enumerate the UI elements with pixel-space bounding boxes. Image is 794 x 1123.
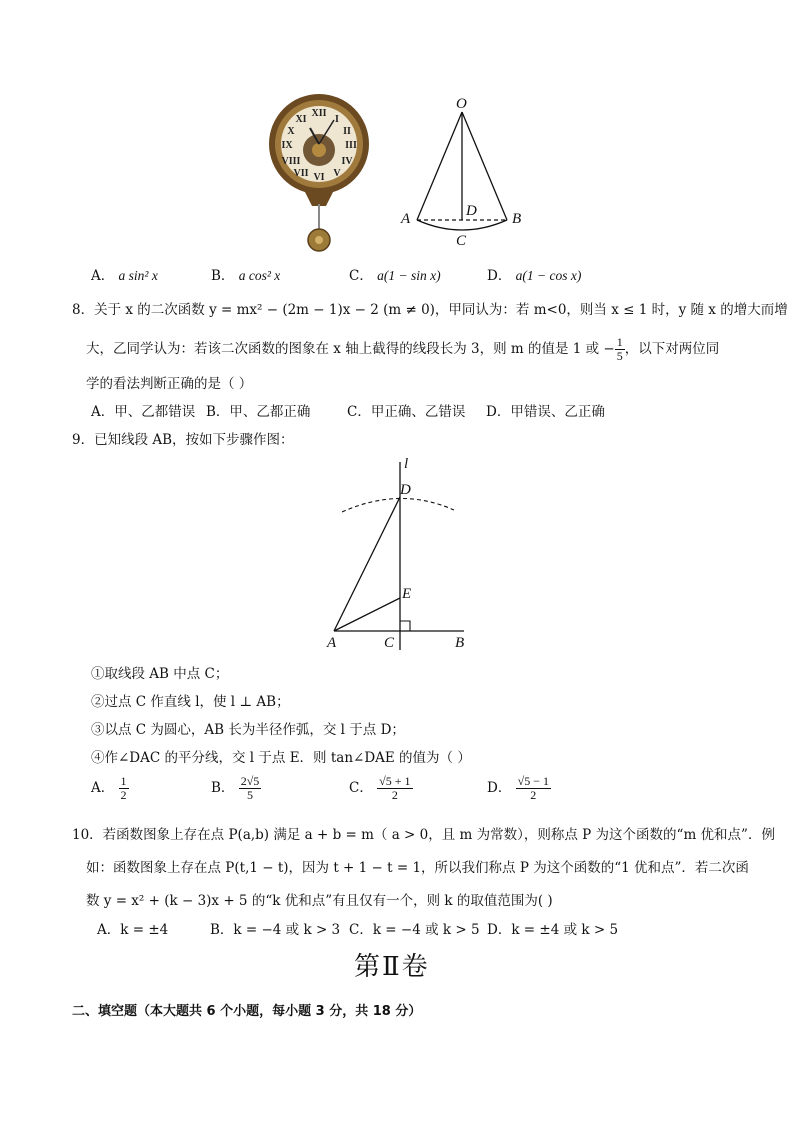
label-a: A xyxy=(327,635,337,651)
q9-stem: 9．已知线段 AB，按如下步骤作图： xyxy=(72,432,294,448)
q8-line3: 学的看法判断正确的是（ ） xyxy=(86,376,253,392)
q10-option-c[interactable]: C．k = −4 或 k > 5 xyxy=(349,922,480,938)
fraction-denominator: 2 xyxy=(530,788,537,802)
option-value: a cos² x xyxy=(238,268,281,283)
option-key: B． xyxy=(211,780,235,796)
fraction-numerator: √5 − 1 xyxy=(517,774,549,788)
fraction-numerator: 2√5 xyxy=(240,774,260,788)
option-fraction xyxy=(119,775,129,802)
option-fraction xyxy=(516,775,551,802)
label-c: C xyxy=(456,233,467,249)
q9-step-1: ①取线段 AB 中点 C； xyxy=(91,666,229,682)
fraction-numerator: 1 xyxy=(120,774,127,788)
cone-pendulum-figure xyxy=(392,92,532,252)
svg-text:II: II xyxy=(343,126,351,137)
fraction-denominator: 5 xyxy=(247,788,254,802)
cone-left-side xyxy=(417,112,462,220)
option-value: a(1 − cos x) xyxy=(515,268,582,283)
q10-option-a[interactable]: A．k = ±4 xyxy=(97,922,169,938)
svg-text:X: X xyxy=(287,126,295,137)
q8-option-b[interactable]: B．甲、乙都正确 xyxy=(206,404,311,420)
option-value: a sin² x xyxy=(118,268,158,283)
q9-step-3: ③以点 C 为圆心，AB 长为半径作弧，交 l 于点 D； xyxy=(91,722,405,738)
option-key: D． xyxy=(487,780,512,796)
q8-line1: 8．关于 x 的二次函数 y = mx² − (2m − 1)x − 2 (m ≠ 0)，甲同认为：若 m<0，则当 x ≤ 1 时，y 随 x 的增大而增 xyxy=(72,302,788,318)
label-b: B xyxy=(512,211,522,227)
q10-line1: 10．若函数图象上存在点 P(a,b) 满足 a + b = m（ a > 0，且 m 为常数），则称点 P 为这个函数的“m 优和点”．例 xyxy=(72,827,775,843)
q7-option-b[interactable] xyxy=(211,264,280,284)
q9-step-2: ②过点 C 作直线 l，使 l ⊥ AB； xyxy=(91,694,290,710)
segment-ae xyxy=(334,598,400,631)
fraction-denominator: 2 xyxy=(120,788,127,802)
label-b: B xyxy=(455,635,465,651)
q9-option-d[interactable] xyxy=(487,775,551,802)
q8-line2 xyxy=(86,336,719,363)
q10-option-b[interactable]: B．k = −4 或 k > 3 xyxy=(210,922,341,938)
segment-ad xyxy=(334,497,400,631)
option-value: a(1 − sin x) xyxy=(377,268,441,283)
clock-bottom-tab xyxy=(304,190,334,206)
q9-step-4: ④作∠DAC 的平分线，交 l 于点 E．则 tan∠DAE 的值为（ ） xyxy=(91,750,471,766)
svg-text:VII: VII xyxy=(293,168,309,179)
clock-gear-center xyxy=(312,143,326,157)
q7-option-a[interactable] xyxy=(91,264,158,284)
label-e: E xyxy=(402,586,412,602)
q8-line2-text: 大，乙同学认为：若该二次函数的图象在 x 轴上截得的线段长为 3，则 m 的值是 1 或 − xyxy=(86,341,615,357)
q10-option-d[interactable]: D．k = ±4 或 k > 5 xyxy=(487,922,619,938)
svg-text:I: I xyxy=(335,114,339,125)
q8-line2-tail: ，以下对两位同 xyxy=(624,341,720,357)
q9-option-b[interactable] xyxy=(211,775,261,802)
svg-text:III: III xyxy=(345,140,357,151)
fraction-denominator: 5 xyxy=(616,349,623,363)
svg-text:VI: VI xyxy=(313,172,325,183)
svg-text:VIII: VIII xyxy=(281,156,301,167)
fraction-denominator: 2 xyxy=(391,788,398,802)
right-angle-mark xyxy=(400,621,410,631)
q8-fraction xyxy=(615,336,625,363)
q9-option-a[interactable] xyxy=(91,775,129,802)
q7-option-d[interactable] xyxy=(487,264,581,284)
pendulum-bob-center xyxy=(315,236,323,244)
svg-text:IV: IV xyxy=(341,156,353,167)
option-key: C． xyxy=(349,780,373,796)
svg-text:V: V xyxy=(333,168,341,179)
q9-option-c[interactable] xyxy=(349,775,413,802)
svg-text:XII: XII xyxy=(311,108,327,119)
option-key: D． xyxy=(487,268,512,284)
q8-option-d[interactable]: D．甲错误、乙正确 xyxy=(486,404,605,420)
fraction-numerator: √5 + 1 xyxy=(379,774,411,788)
option-key: B． xyxy=(211,268,235,284)
q9-construction-figure xyxy=(316,450,476,655)
option-key: A． xyxy=(91,268,115,284)
section-2-heading: 二、填空题（本大题共 6 个小题，每小题 3 分，共 18 分） xyxy=(72,1004,422,1019)
q8-option-c[interactable]: C．甲正确、乙错误 xyxy=(347,404,466,420)
label-c: C xyxy=(384,635,395,651)
q10-line2: 如：函数图象上存在点 P(t,1 − t)，因为 t + 1 − t = 1，所以我们称点 P 为这个函数的“1 优和点”．若二次函 xyxy=(86,860,749,876)
svg-text:XI: XI xyxy=(295,114,307,125)
label-l: l xyxy=(404,456,409,472)
label-o: O xyxy=(456,96,467,112)
fraction-numerator: 1 xyxy=(616,335,623,349)
option-fraction xyxy=(239,775,262,802)
svg-text:IX: IX xyxy=(281,140,293,151)
option-key: C． xyxy=(349,268,373,284)
q8-option-a[interactable]: A．甲、乙都错误 xyxy=(91,404,196,420)
q10-line3: 数 y = x² + (k − 3)x + 5 的“k 优和点”有且仅有一个，则 k 的取值范围为( ) xyxy=(86,893,553,909)
label-d: D xyxy=(400,482,411,498)
part-2-title: 第Ⅱ卷 xyxy=(354,952,430,982)
arc-acb xyxy=(417,220,507,230)
q7-option-c[interactable] xyxy=(349,264,441,284)
pendulum-clock-illustration xyxy=(262,92,382,254)
label-a: A xyxy=(401,211,411,227)
option-fraction xyxy=(377,775,412,802)
option-key: A． xyxy=(91,780,115,796)
label-d: D xyxy=(466,203,477,219)
